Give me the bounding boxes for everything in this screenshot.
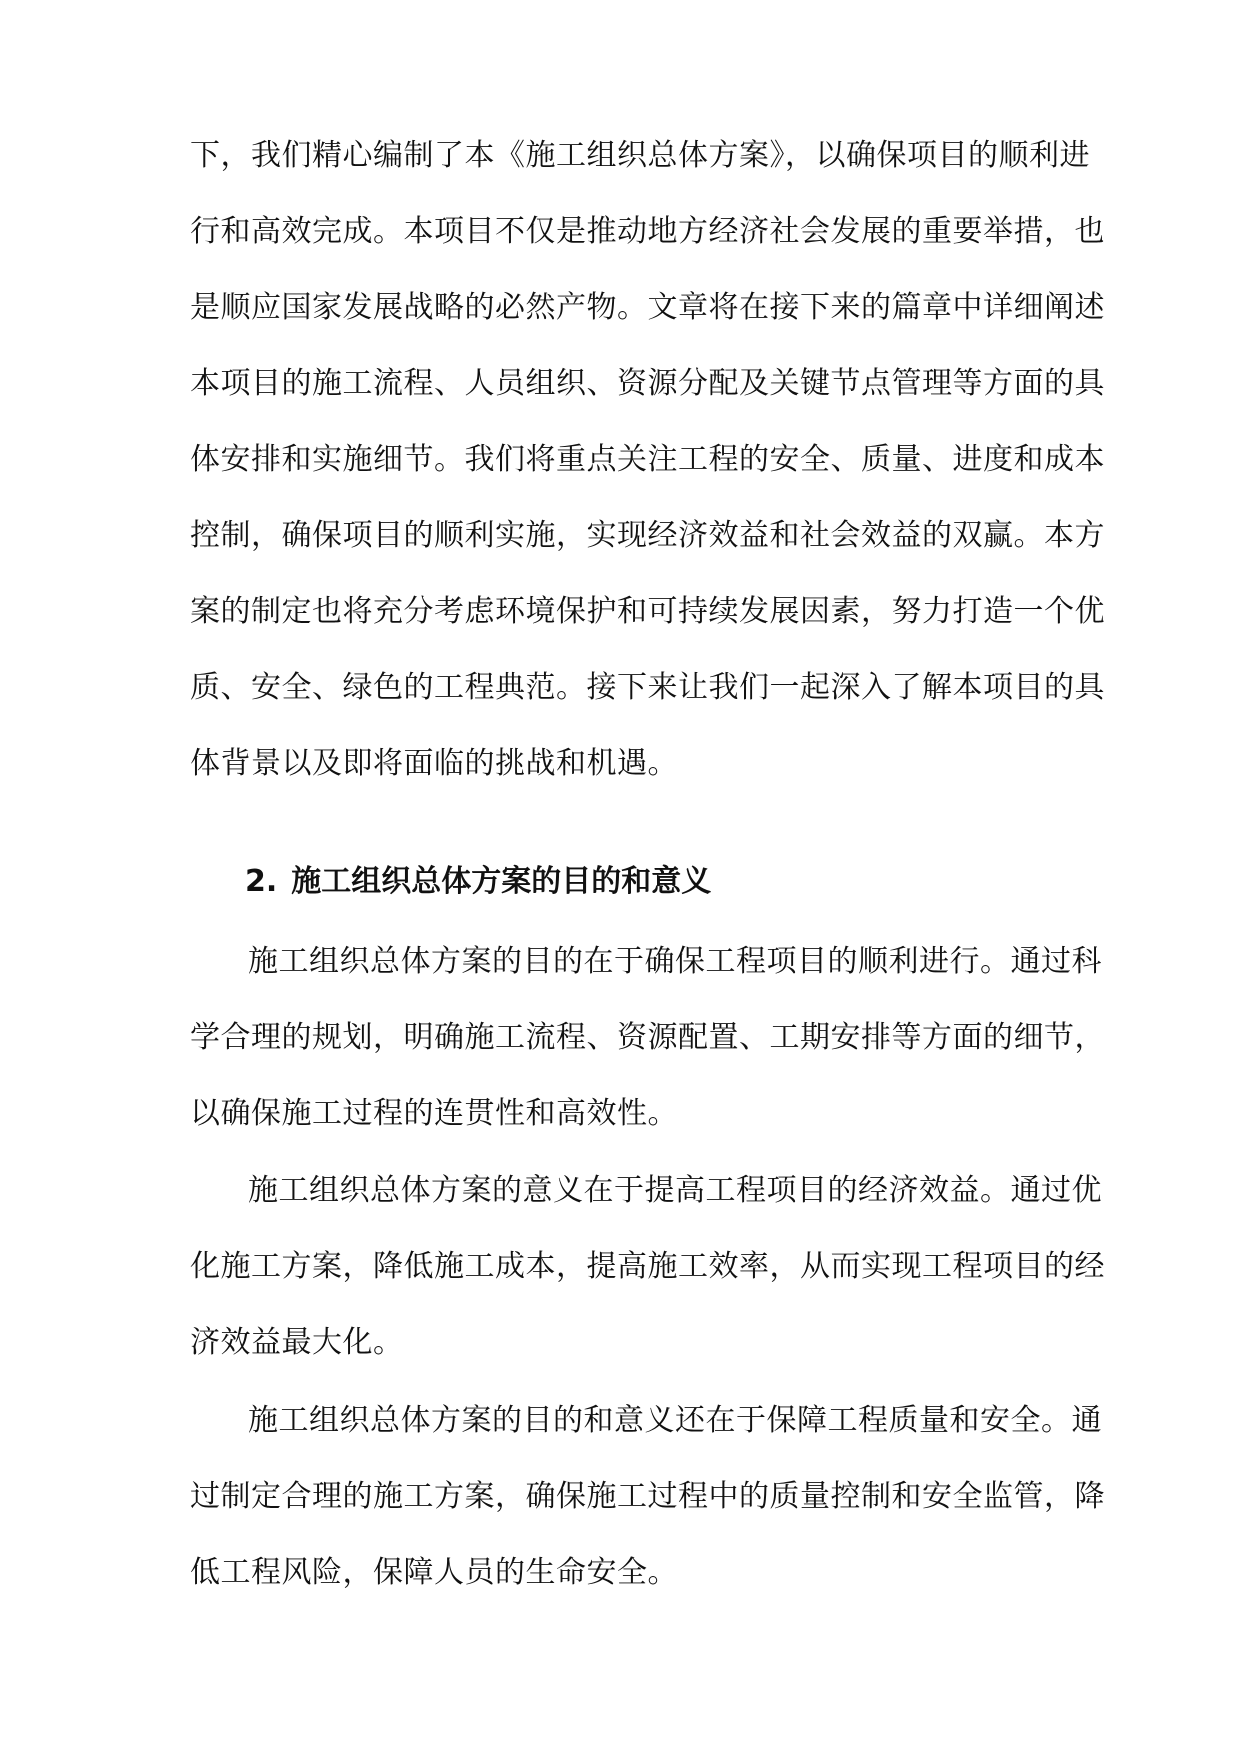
text-line: 本项目的施工流程、人员组织、资源分配及关键节点管理等方面的具 <box>190 366 1105 401</box>
text-line: 低工程风险，保障人员的生命安全。 <box>190 1555 678 1590</box>
section-title: 施工组织总体方案的目的和意义 <box>291 864 712 899</box>
text-line: 济效益最大化。 <box>190 1325 404 1360</box>
paragraph-purpose <box>190 924 1105 1152</box>
text-line: 施工组织总体方案的意义在于提高工程项目的经济效益。通过优 <box>248 1173 1102 1208</box>
paragraph-significance <box>190 1153 1105 1381</box>
text-line: 控制，确保项目的顺利实施，实现经济效益和社会效益的双赢。本方 <box>190 518 1105 553</box>
text-line: 下，我们精心编制了本《施工组织总体方案》，以确保项目的顺利进 <box>190 138 1090 173</box>
intro-paragraph <box>190 118 1105 802</box>
text-line: 以确保施工过程的连贯性和高效性。 <box>190 1096 678 1131</box>
text-line: 学合理的规划，明确施工流程、资源配置、工期安排等方面的细节， <box>190 1020 1105 1055</box>
text-line: 体安排和实施细节。我们将重点关注工程的安全、质量、进度和成本 <box>190 442 1105 477</box>
text-line: 过制定合理的施工方案，确保施工过程中的质量控制和安全监管，降 <box>190 1479 1105 1514</box>
section-number: 2. <box>245 864 278 899</box>
text-line: 施工组织总体方案的目的和意义还在于保障工程质量和安全。通 <box>248 1403 1102 1438</box>
text-line: 质、安全、绿色的工程典范。接下来让我们一起深入了解本项目的具 <box>190 670 1105 705</box>
paragraph-safety <box>190 1383 1105 1611</box>
text-line: 化施工方案，降低施工成本，提高施工效率，从而实现工程项目的经 <box>190 1249 1105 1284</box>
text-line: 体背景以及即将面临的挑战和机遇。 <box>190 746 678 781</box>
text-line: 案的制定也将充分考虑环境保护和可持续发展因素，努力打造一个优 <box>190 594 1105 629</box>
text-line: 行和高效完成。本项目不仅是推动地方经济社会发展的重要举措，也 <box>190 214 1105 249</box>
section-heading <box>245 852 711 912</box>
text-line: 施工组织总体方案的目的在于确保工程项目的顺利进行。通过科 <box>248 944 1102 979</box>
text-line: 是顺应国家发展战略的必然产物。文章将在接下来的篇章中详细阐述 <box>190 290 1105 325</box>
